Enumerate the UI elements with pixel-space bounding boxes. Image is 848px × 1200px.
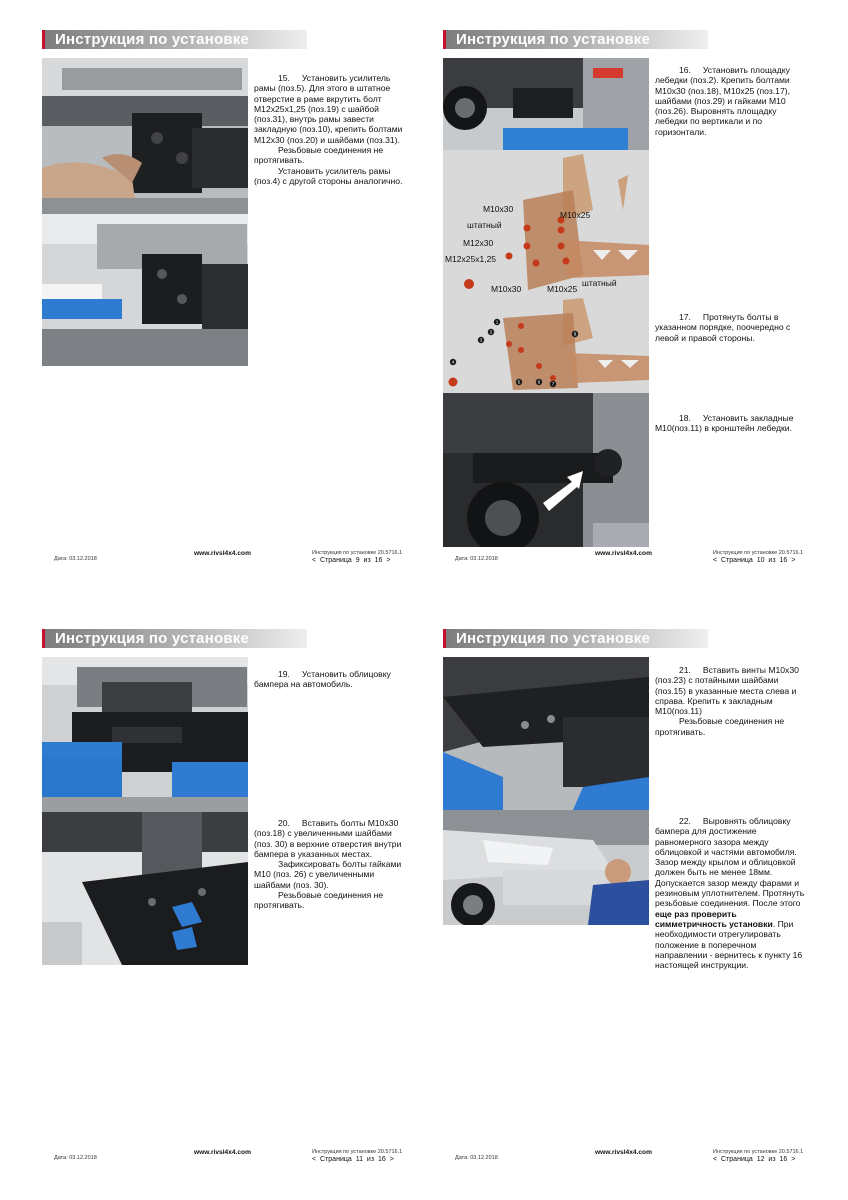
footer-website: www.rivsl4x4.com: [595, 550, 652, 557]
label-m10x25-bottom: М10х25: [547, 284, 578, 294]
label-m10x30-top: М10х30: [483, 204, 514, 214]
order-mark-1: 1: [495, 319, 499, 325]
photo-frame-reinforcement: [42, 58, 248, 214]
page-header: Инструкция по установке: [42, 629, 307, 648]
footer-doc-ref: Инструкция по установке 20.5716.1: [312, 1149, 403, 1155]
footer-page-number: < Страница 9 из 16 >: [312, 557, 391, 564]
order-mark-3: 3: [479, 337, 483, 343]
label-m12x25x125: М12х25х1,25: [445, 254, 497, 264]
photo-winch-bracket-embed: [443, 393, 649, 547]
footer-website: www.rivsl4x4.com: [595, 1149, 652, 1156]
step-18-text: 18. Установить закладные М10(поз.11) в кронштейн лебедки.: [655, 413, 794, 434]
page-11: [42, 629, 446, 1177]
photo-bumper-inner-bolts: [42, 812, 248, 965]
footer-date: Дата: 03.12.2018: [455, 556, 498, 562]
order-mark-5: 5: [517, 379, 521, 385]
order-mark-2: 2: [489, 329, 493, 335]
label-standard-bottom: штатный: [582, 278, 617, 288]
footer-doc-ref: Инструкция по установке 20.5716.1: [713, 550, 804, 556]
footer-date: Дата: 03.12.2018: [455, 1155, 498, 1161]
photo-countersunk-screws: [443, 657, 649, 810]
label-m10x25-top: М10х25: [560, 210, 591, 220]
step-20-text: 20. Вставить болты М10х30 (поз.18) с увеличенными шайбами (поз. 30) в верхние отверстия внутри бампера в указанных местах. Зафиксировать болты гайками М10 (поз. 26) с увеличенными шайбами (поз. 30). Резьбовые соединения не протягивать.: [254, 818, 402, 911]
page-header: Инструкция по установке: [443, 30, 708, 49]
footer-doc-ref: Инструкция по установке 20.5716.1: [312, 550, 403, 556]
footer-page-number: < Страница 12 из 16 >: [713, 1156, 796, 1163]
label-m10x30-bottom: М10х30: [491, 284, 522, 294]
page-10: [443, 30, 847, 578]
step-22-text: 22. Выровнять облицовку бампера для достижение равномерного зазора между облицовкой и частями автомобиля. Зазор между крылом и облицовкой должен быть не менее 18мм. Допускается зазор между фарами и резиновым уплотнителем. Протянуть резьбовые соединения. После этого еще раз проверить симметричность установки. При необходимости отрегулировать положение в поперечном направлении - вернитесь к пункту 16 настоящей инструкции.: [655, 816, 805, 971]
order-mark-7: 7: [551, 381, 555, 387]
order-mark-8: 8: [573, 331, 577, 337]
footer-doc-ref: Инструкция по установке 20.5716.1: [713, 1149, 804, 1155]
page-header: Инструкция по установке: [443, 629, 708, 648]
label-standard-top: штатный: [467, 220, 502, 230]
diagram-bolt-positions: [443, 150, 649, 298]
step-16-text: 16. Установить площадку лебедки (поз.2). Крепить болтами М10х30 (поз.18), М10х25 (поз.17), шайбами (поз.29) и гайками М10 (поз.26). Выровнять площадку лебедки по вертикали и по горизонтали.: [655, 65, 790, 137]
photo-frame-installed: [42, 214, 248, 366]
step-19-text: 19. Установить облицовку бампера на автомобиль.: [254, 669, 391, 690]
step-17-text: 17. Протянуть болты в указанном порядке, поочередно с левой и правой стороны.: [655, 312, 791, 343]
footer-page-number: < Страница 10 из 16 >: [713, 557, 796, 564]
photo-bumper-alignment: [443, 810, 649, 925]
step-21-text: 21. Вставить винты М10х30 (поз.23) с потайными шайбами (поз.15) в указанные места слева и справа. Крепить к закладным М10(поз.11) Резьбовые соединения не протягивать.: [655, 665, 799, 737]
footer-page-number: < Страница 11 из 16 >: [312, 1156, 394, 1163]
photo-bumper-cover-mount: [42, 657, 248, 812]
page-12: [443, 629, 847, 1177]
footer-website: www.rivsl4x4.com: [194, 550, 251, 557]
footer-date: Дата: 03.12.2018: [54, 556, 97, 562]
order-mark-4: 4: [451, 359, 455, 365]
page-9: [42, 30, 446, 578]
label-m12x30: М12х30: [463, 238, 494, 248]
page-header: Инструкция по установке: [42, 30, 307, 49]
step-15-text: 15. Установить усилитель рамы (поз.5). Для этого в штатное отверстие в раме вкрутить болт М12х25х1,25 (поз.19) с шайбой (поз.31), внутрь рамы завести закладную (поз.10), крепить болтами М12х30 (поз.20) и шайбами (поз.31). Резьбовые соединения не протягивать. Установить усилитель рамы (поз.4) с другой стороны аналогично.: [254, 73, 403, 186]
footer-website: www.rivsl4x4.com: [194, 1149, 251, 1156]
photo-winch-plate: [443, 58, 649, 150]
footer-date: Дата: 03.12.2018: [54, 1155, 97, 1161]
diagram-tightening-order: [443, 298, 649, 393]
order-mark-6: 6: [537, 379, 541, 385]
